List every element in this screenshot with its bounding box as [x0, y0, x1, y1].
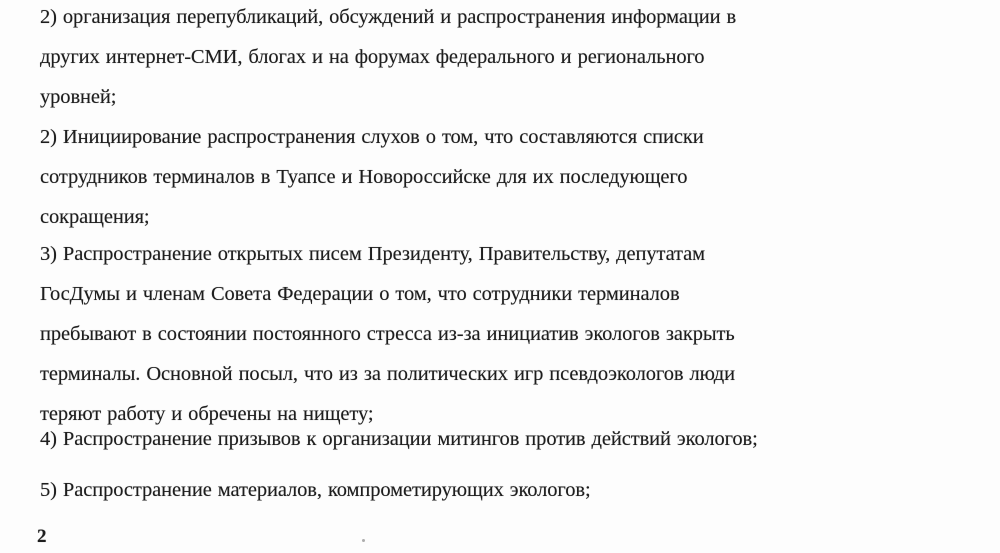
paragraph-line: 2) организация перепубликаций, обсуждений и распространения информации в	[40, 6, 737, 28]
page-number: 2	[37, 526, 47, 547]
paragraph-line: ГосДумы и членам Совета Федерации о том, что сотрудники терминалов	[40, 283, 680, 305]
paragraph-line: пребывают в состоянии постоянного стресса из-за инициатив экологов закрыть	[40, 323, 735, 345]
paragraph-item-2-republications	[40, 0, 945, 117]
paragraph-line: 3) Распространение открытых писем Президенту, Правительству, депутатам	[40, 243, 706, 265]
paragraph-line: 5) Распространение материалов, компрометирующих экологов;	[40, 479, 591, 501]
paragraph-line: других интернет-СМИ, блогах и на форумах федерального и регионального	[40, 46, 705, 68]
paragraph-line: теряют работу и обречены на нищету;	[40, 403, 374, 425]
paragraph-line: сокращения;	[40, 206, 150, 228]
paragraph-line: 4) Распространение призывов к организации митингов против действий экологов;	[40, 428, 758, 450]
paragraph-line: сотрудников терминалов в Туапсе и Новороссийске для их последующего	[40, 166, 688, 188]
paragraph-line: терминалы. Основной посыл, что из за политических игр псевдоэкологов люди	[40, 363, 735, 385]
paragraph-item-4-rallies	[40, 419, 945, 459]
scan-speck	[362, 539, 365, 542]
paragraph-line: уровней;	[40, 86, 117, 108]
paragraph-item-5-materials	[40, 470, 945, 510]
paragraph-item-3-open-letters	[40, 234, 945, 434]
paragraph-item-2-rumors	[40, 117, 945, 237]
paragraph-line: 2) Инициирование распространения слухов о том, что составляются списки	[40, 126, 704, 148]
